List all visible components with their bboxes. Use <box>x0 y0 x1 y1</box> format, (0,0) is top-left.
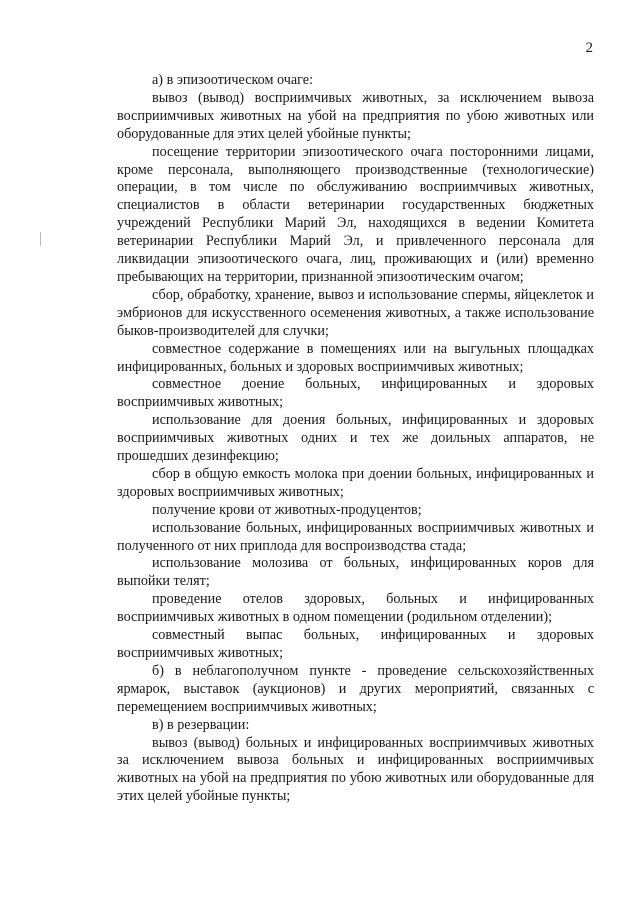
paragraph: сбор, обработку, хранение, вывоз и использование спермы, яйцеклеток и эмбрионов для искусственного осеменения животных, а также использование быков-производителей для случки; <box>117 286 594 339</box>
paragraph: совместное содержание в помещениях или на выгульных площадках инфицированных, больных и здоровых восприимчивых животных; <box>117 340 594 375</box>
paragraph: получение крови от животных-продуцентов; <box>152 501 422 518</box>
paragraph: вывоз (вывод) восприимчивых животных, за исключением вывоза восприимчивых животных на убой на предприятия по убою животных или оборудованные для этих целей убойные пункты; <box>117 89 594 142</box>
paragraph: проведение отелов здоровых, больных и инфицированных восприимчивых животных в одном помещении (родильном отделении); <box>117 591 594 626</box>
paragraph: посещение территории эпизоотического очага посторонними лицами, кроме персонала, выполняющего производственные (технологические) операции, в том числе по обслуживанию восприимчивых животных, специалистов в области ветеринарии государственных бюджетных учреждений Республики Марий Эл, находящихся в ведении Комитета ветеринарии Республики Марий Эл, и привлеченного персонала для ликвидации эпизоотического очага, лиц, проживающих и (или) временно пребывающих на территории, признанной эпизоотическим очагом; <box>117 143 594 285</box>
paragraph: совместное доение больных, инфицированных и здоровых восприимчивых животных; <box>117 376 594 411</box>
paragraph: использование молозива от больных, инфицированных коров для выпойки телят; <box>117 555 594 590</box>
document-body <box>117 72 594 806</box>
section-b-paragraph: б) в неблагополучном пункте - проведение сельскохозяйственных ярмарок, выставок (аукционов) и других мероприятий, связанных с перемещением восприимчивых животных; <box>117 662 594 715</box>
section-v-heading: в) в резервации: <box>152 716 250 733</box>
paragraph: использование для доения больных, инфицированных и здоровых восприимчивых животных одних и тех же доильных аппаратов, не прошедших дезинфекцию; <box>117 412 594 465</box>
paragraph: использование больных, инфицированных восприимчивых животных и полученного от них приплода для воспроизводства стада; <box>117 519 594 554</box>
page-number: 2 <box>585 40 593 56</box>
margin-mark <box>40 232 41 246</box>
section-a-heading: а) в эпизоотическом очаге: <box>152 72 314 88</box>
paragraph: вывоз (вывод) больных и инфицированных восприимчивых животных за исключением вывоза больных и инфицированных восприимчивых животных на убой на предприятия по убою животных или оборудованные для этих целей убойные пункты; <box>117 734 594 805</box>
paragraph: совместный выпас больных, инфицированных и здоровых восприимчивых животных; <box>117 627 594 661</box>
paragraph: сбор в общую емкость молока при доении больных, инфицированных и здоровых восприимчивых животных; <box>117 465 594 500</box>
